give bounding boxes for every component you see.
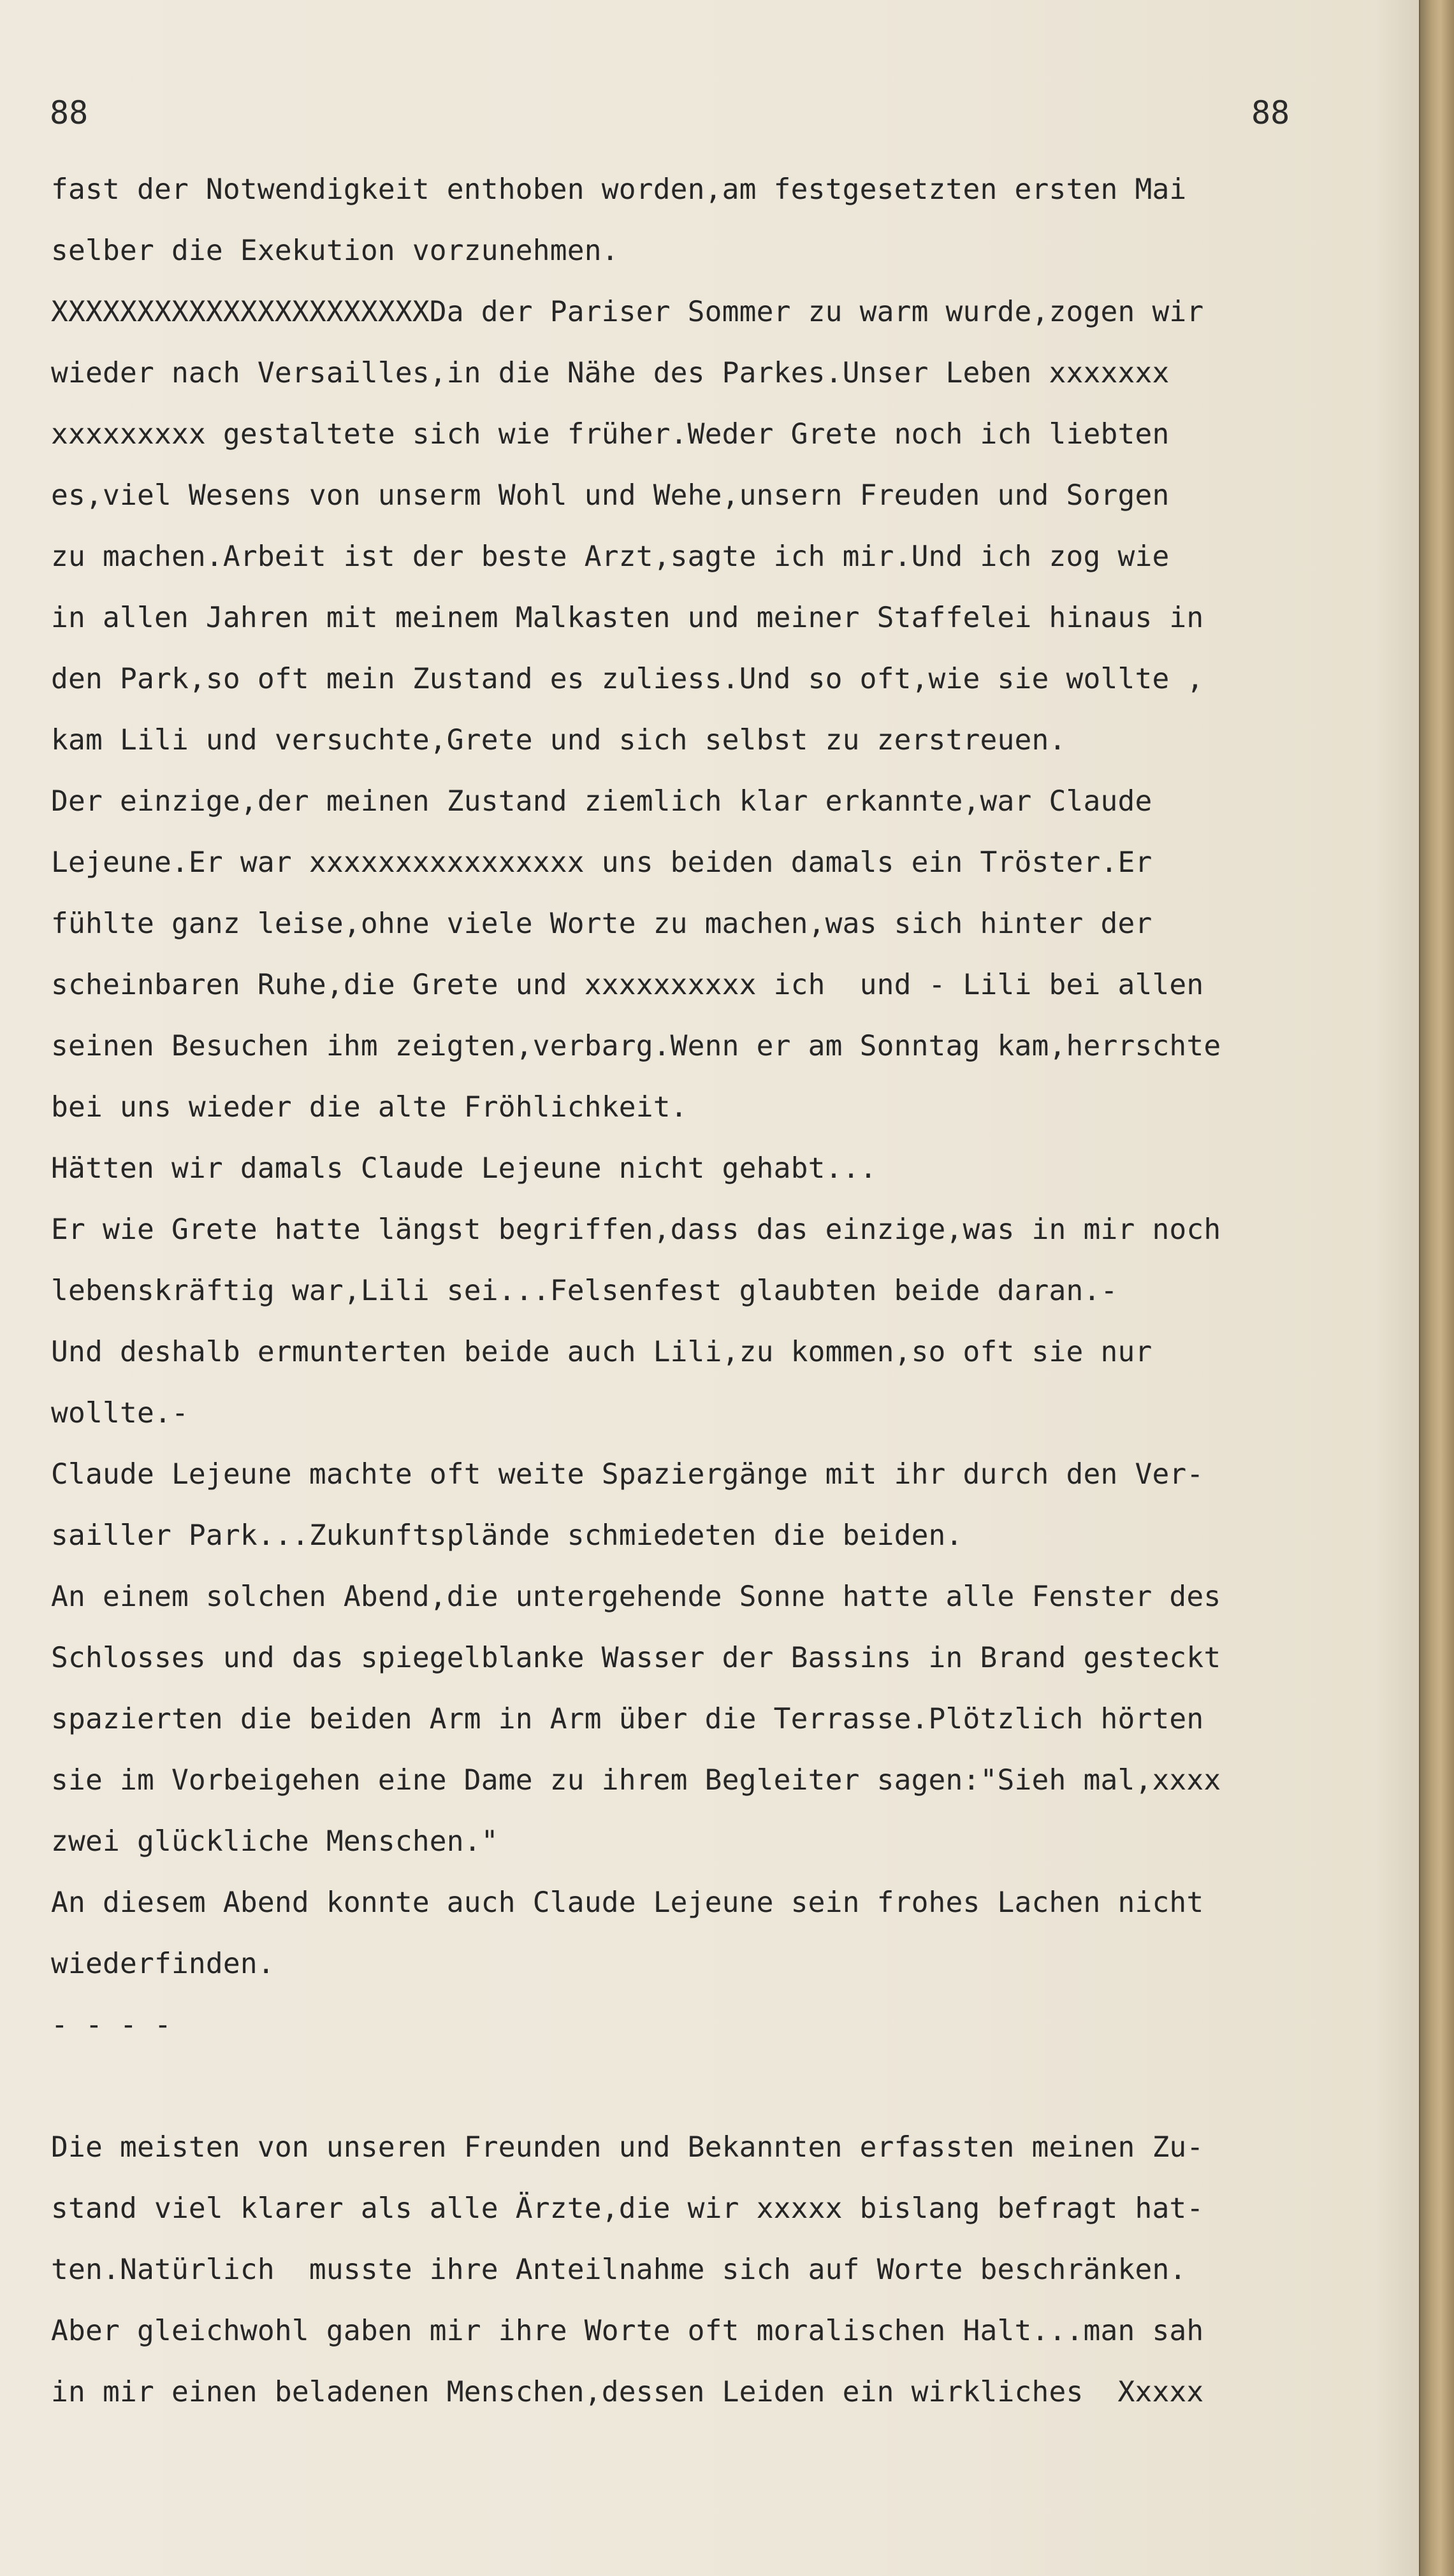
text-line: Lejeune.Er war xxxxxxxxxxxxxxxx uns beiden damals ein Tröster.Er [51, 846, 1152, 879]
text-line: scheinbaren Ruhe,die Grete und xxxxxxxxxx ich und - Lili bei allen [51, 969, 1204, 1001]
text-line: Und deshalb ermunterten beide auch Lili,zu kommen,so oft sie nur [51, 1336, 1152, 1368]
text-line: Hätten wir damals Claude Lejeune nicht gehabt... [51, 1152, 877, 1185]
book-binding [1420, 0, 1454, 2576]
page-number-left: 88 [50, 94, 89, 131]
page-number-right: 88 [1251, 94, 1290, 131]
text-line: in mir einen beladenen Menschen,dessen Leiden ein wirkliches Xxxxx [51, 2376, 1204, 2408]
text-line: wollte.- [51, 1397, 189, 1429]
text-line: spazierten die beiden Arm in Arm über die Terrasse.Plötzlich hörten [51, 1703, 1204, 1735]
text-line: zwei glückliche Menschen." [51, 1825, 498, 1858]
text-line: Schlosses und das spiegelblanke Wasser der Bassins in Brand gesteckt [51, 1642, 1221, 1674]
text-line: seinen Besuchen ihm zeigten,verbarg.Wenn er am Sonntag kam,herrschte [51, 1030, 1221, 1062]
text-line: ten.Natürlich musste ihre Anteilnahme sich auf Worte beschränken. [51, 2254, 1187, 2286]
text-line: wiederfinden. [51, 1948, 275, 1980]
text-line: zu machen.Arbeit ist der beste Arzt,sagte ich mir.Und ich zog wie [51, 540, 1170, 573]
text-line: sie im Vorbeigehen eine Dame zu ihrem Begleiter sagen:"Sieh mal,xxxx [51, 1764, 1221, 1797]
text-line: stand viel klarer als alle Ärzte,die wir xxxxx bislang befragt hat- [51, 2192, 1204, 2225]
section-divider: - - - - [51, 2009, 171, 2041]
page-edge-shadow [1377, 0, 1421, 2576]
text-line: den Park,so oft mein Zustand es zuliess.Und so oft,wie sie wollte , [51, 663, 1204, 695]
typed-text-body [51, 159, 1377, 2423]
blank-line [51, 2056, 1377, 2117]
text-line: sailler Park...Zukunftsplände schmiedeten die beiden. [51, 1519, 963, 1552]
text-line: lebenskräftig war,Lili sei...Felsenfest glaubten beide daran.- [51, 1275, 1118, 1307]
text-line: kam Lili und versuchte,Grete und sich selbst zu zerstreuen. [51, 724, 1066, 756]
text-line: An diesem Abend konnte auch Claude Lejeune sein frohes Lachen nicht [51, 1886, 1204, 1919]
text-line: Claude Lejeune machte oft weite Spaziergänge mit ihr durch den Ver- [51, 1458, 1204, 1491]
text-line: in allen Jahren mit meinem Malkasten und meiner Staffelei hinaus in [51, 602, 1204, 634]
text-line: XXXXXXXXXXXXXXXXXXXXXXDa der Pariser Sommer zu warm wurde,zogen wir [51, 296, 1204, 328]
text-line: fast der Notwendigkeit enthoben worden,am festgesetzten ersten Mai [51, 173, 1187, 206]
text-line: Die meisten von unseren Freunden und Bekannten erfassten meinen Zu- [51, 2131, 1204, 2164]
text-line: Aber gleichwohl gaben mir ihre Worte oft moralischen Halt...man sah [51, 2315, 1204, 2347]
text-line: An einem solchen Abend,die untergehende Sonne hatte alle Fenster des [51, 1581, 1221, 1613]
text-line: bei uns wieder die alte Fröhlichkeit. [51, 1091, 688, 1124]
text-line: Er wie Grete hatte längst begriffen,dass das einzige,was in mir noch [51, 1213, 1221, 1246]
text-line: wieder nach Versailles,in die Nähe des Parkes.Unser Leben xxxxxxx [51, 357, 1170, 389]
text-line: selber die Exekution vorzunehmen. [51, 235, 619, 267]
text-line: es,viel Wesens von unserm Wohl und Wehe,unsern Freuden und Sorgen [51, 479, 1170, 512]
text-line: fühlte ganz leise,ohne viele Worte zu machen,was sich hinter der [51, 908, 1152, 940]
text-line: xxxxxxxxx gestaltete sich wie früher.Weder Grete noch ich liebten [51, 418, 1170, 451]
text-line: Der einzige,der meinen Zustand ziemlich klar erkannte,war Claude [51, 785, 1152, 818]
